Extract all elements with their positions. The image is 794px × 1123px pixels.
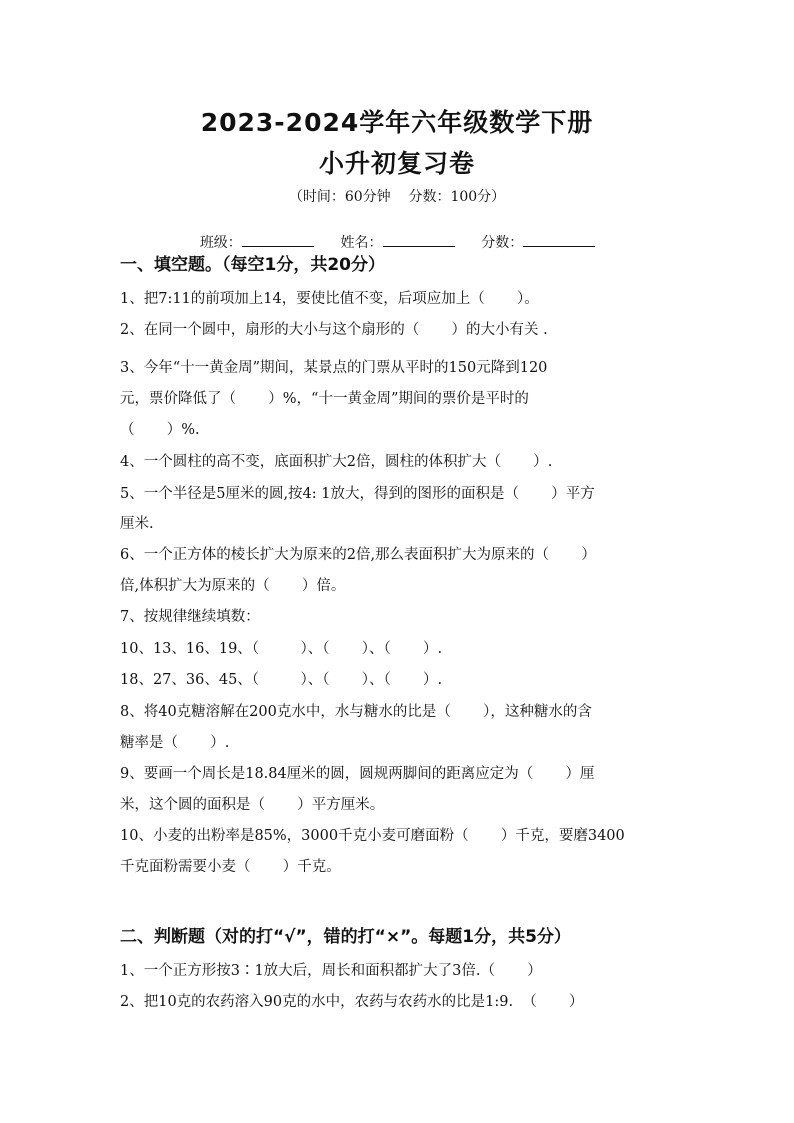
question-line: 10、13、16、19、（ ）、（ ）、（ ）. xyxy=(120,641,443,657)
question-line: 千克面粉需要小麦（ ）千克。 xyxy=(120,859,341,875)
question-line: 元，票价降低了（ ）%，“十一黄金周”期间的票价是平时的 xyxy=(120,391,529,407)
class-blank xyxy=(242,232,314,247)
question-line: 5、一个半径是5厘米的圆,按4: 1放大，得到的图形的面积是（ ）平方 xyxy=(120,486,595,502)
question-line: 6、一个正方体的棱长扩大为原来的2倍,那么表面积扩大为原来的（ ） xyxy=(120,547,596,563)
question-line: 7、按规律继续填数： xyxy=(120,609,260,625)
score-label: 分数： xyxy=(481,235,524,251)
question-line: 米，这个圆的面积是（ ）平方厘米。 xyxy=(120,797,385,813)
exam-subtitle: 小升初复习卷 xyxy=(318,149,475,178)
question-line: 1、把7:11的前项加上14，要使比值不变，后项应加上（ ）。 xyxy=(120,291,539,307)
class-label: 班级： xyxy=(199,235,242,251)
question-line: 10、小麦的出粉率是85%，3000千克小麦可磨面粉（ ）千克，要磨3400 xyxy=(120,828,625,844)
question-line: 18、27、36、45、（ ）、（ ）、（ ）. xyxy=(120,672,443,688)
name-blank xyxy=(383,232,455,247)
question-line: 8、将40克糖溶解在200克水中，水与糖水的比是（ ），这种糖水的含 xyxy=(120,704,592,720)
question-line: 2、在同一个圆中，扇形的大小与这个扇形的（ ）的大小有关 . xyxy=(120,322,548,338)
question-line: （ ）%. xyxy=(120,422,200,438)
exam-meta: （时间：60分钟 分数：100分） xyxy=(288,189,506,205)
question-line: 厘米. xyxy=(120,516,154,532)
section-heading: 一、填空题。（每空1分，共20分） xyxy=(120,255,385,275)
question-line: 9、要画一个周长是18.84厘米的圆，圆规两脚间的距离应定为（ ）厘 xyxy=(120,766,595,782)
exam-title: 2023-2024学年六年级数学下册 xyxy=(200,108,594,137)
question-line: 倍,体积扩大为原来的（ ）倍。 xyxy=(120,578,346,594)
question-line: 4、一个圆柱的高不变，底面积扩大2倍，圆柱的体积扩大（ ）. xyxy=(120,454,553,470)
question-line: 1、一个正方形按3∶1放大后，周长和面积都扩大了3倍.（ ） xyxy=(120,963,542,979)
name-label: 姓名： xyxy=(340,235,383,251)
section-heading: 二、判断题（对的打“√”，错的打“×”。每题1分，共5分） xyxy=(120,927,571,947)
question-line: 2、把10克的农药溶入90克的水中，农药与农药水的比是1:9. （ ） xyxy=(120,994,584,1010)
question-line: 糖率是（ ）. xyxy=(120,735,230,751)
question-line: 3、今年“十一黄金周”期间，某景点的门票从平时的150元降到120 xyxy=(120,360,548,376)
score-blank xyxy=(523,232,595,247)
